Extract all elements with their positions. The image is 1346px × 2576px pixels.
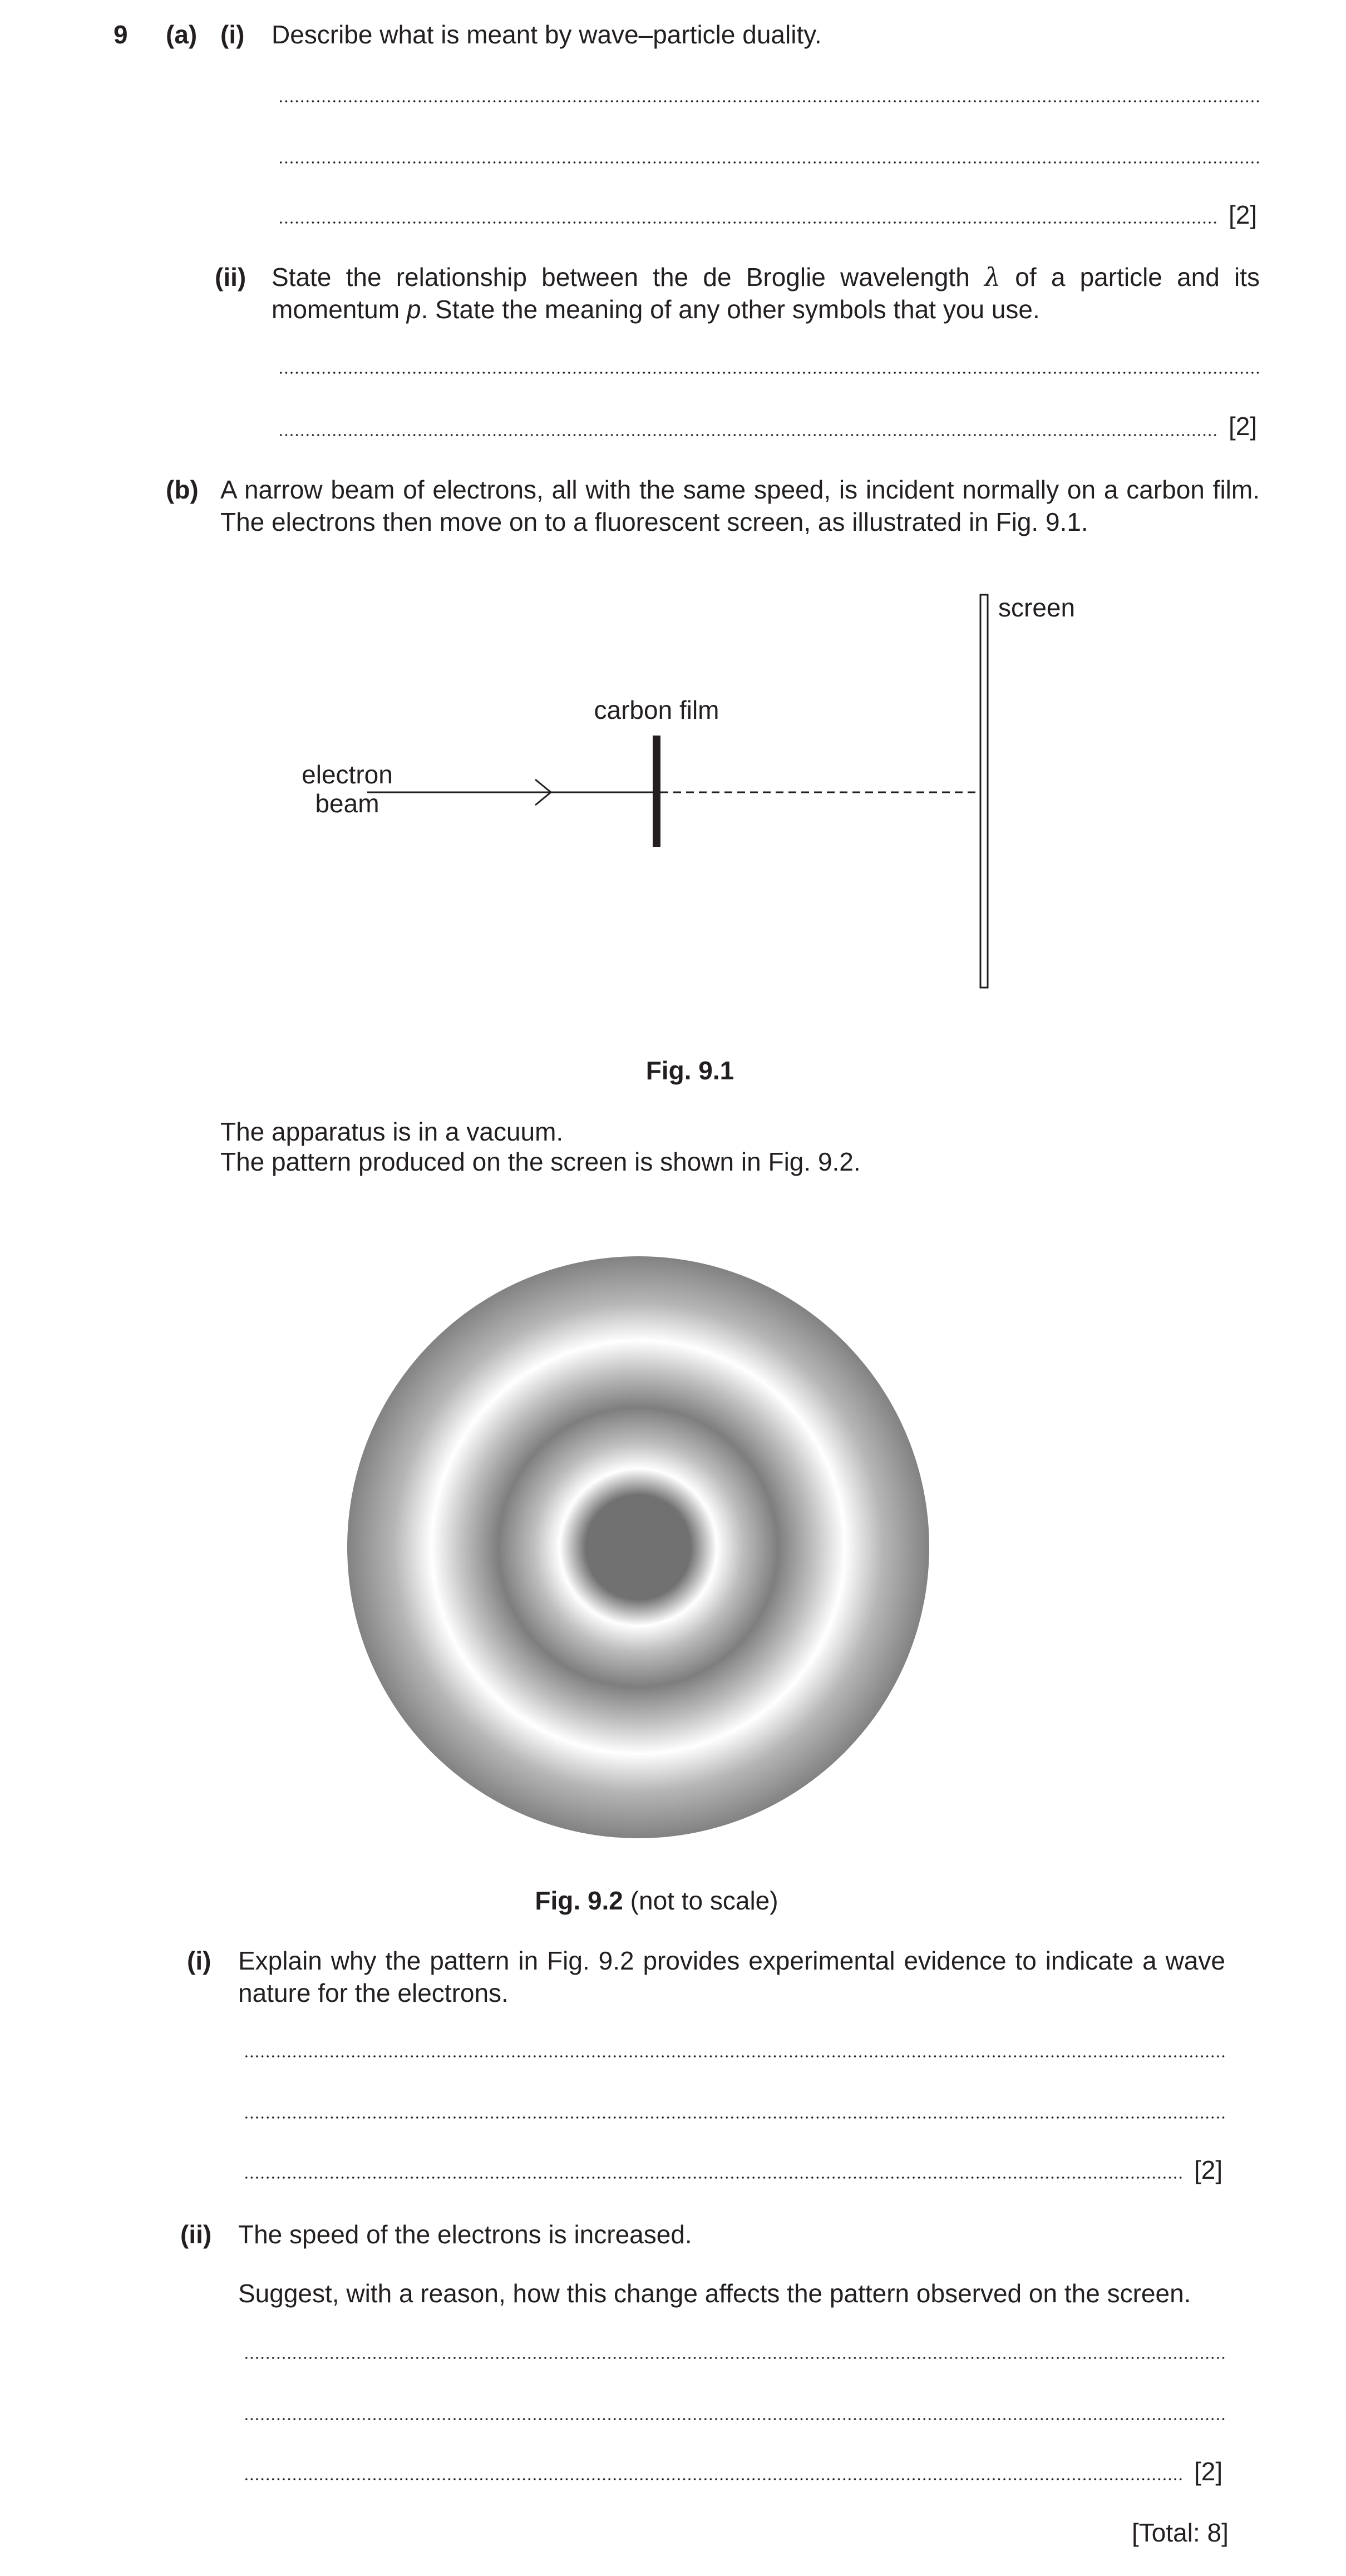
answer-line[interactable] [278, 161, 1260, 164]
part-b-i-label: (i) [187, 1946, 211, 1975]
answer-line[interactable] [244, 2116, 1225, 2119]
text-line: A narrow beam of electrons, all with the same speed, is incident normally on a carbon film. [220, 475, 1260, 504]
text-line: Explain why the pattern in Fig. 9.2 provides experimental evidence to indicate a wave [238, 1946, 1225, 1975]
question-number: 9 [114, 20, 128, 49]
answer-line[interactable] [244, 2055, 1225, 2057]
answer-line[interactable] [278, 434, 1216, 436]
caption-bold: Fig. 9.2 [535, 1886, 623, 1915]
part-a-i-text: Describe what is meant by wave–particle duality. [272, 20, 822, 49]
part-a-ii-text [272, 261, 1260, 325]
fig-9-1-caption: Fig. 9.1 [645, 1056, 734, 1085]
part-a-ii-label: (ii) [215, 263, 246, 292]
apparatus-text: The apparatus is in a vacuum. [220, 1117, 564, 1146]
text-line [272, 294, 1260, 326]
caption-rest: (not to scale) [623, 1886, 778, 1915]
beam-label: beam [315, 789, 379, 818]
answer-line[interactable] [244, 2478, 1182, 2480]
answer-line[interactable] [244, 2177, 1182, 2179]
part-b-i-text [238, 1945, 1225, 2009]
carbon-film-label: carbon film [594, 695, 719, 724]
answer-line[interactable] [278, 372, 1260, 374]
text-line: nature for the electrons. [238, 1978, 509, 2007]
answer-line[interactable] [278, 221, 1216, 224]
answer-line[interactable] [278, 100, 1260, 102]
mark-allocation: [2] [1194, 2155, 1223, 2184]
text-fragment: of a particle and its [1000, 263, 1260, 292]
screen-label: screen [998, 593, 1076, 622]
fig-9-1-diagram [0, 579, 1346, 1001]
part-b-text [220, 474, 1260, 538]
diffraction-rings [347, 1256, 929, 1838]
part-a-label: (a) [166, 20, 198, 49]
text-fragment: momentum [272, 294, 407, 324]
mark-allocation: [2] [1194, 2457, 1223, 2486]
total-marks: [Total: 8] [1132, 2518, 1229, 2547]
answer-line[interactable] [244, 2357, 1225, 2359]
mark-allocation: [2] [1229, 412, 1258, 441]
mark-allocation: [2] [1229, 200, 1258, 229]
part-b-ii-text1: The speed of the electrons is increased. [238, 2220, 692, 2249]
text-line: The electrons then move on to a fluorescent screen, as illustrated in Fig. 9.1. [220, 507, 1088, 536]
text-line [272, 261, 1260, 294]
part-b-ii-text2: Suggest, with a reason, how this change affects the pattern observed on the screen. [238, 2279, 1191, 2308]
momentum-symbol: p [406, 294, 421, 324]
part-b-label: (b) [166, 475, 199, 504]
text-fragment: State the relationship between the de Broglie wavelength [272, 263, 984, 292]
lambda-symbol: λ [984, 262, 1001, 292]
carbon-film [653, 736, 660, 847]
part-b-ii-label: (ii) [180, 2220, 212, 2249]
electron-label: electron [302, 760, 393, 789]
text-fragment: . State the meaning of any other symbols that you use. [421, 294, 1040, 324]
part-a-i-label: (i) [220, 20, 245, 49]
fig-9-2-diffraction-pattern [346, 1255, 930, 1839]
fluorescent-screen [980, 595, 988, 988]
answer-line[interactable] [244, 2418, 1225, 2420]
fig-9-2-caption [479, 1885, 835, 1917]
pattern-text: The pattern produced on the screen is shown in Fig. 9.2. [220, 1147, 861, 1176]
